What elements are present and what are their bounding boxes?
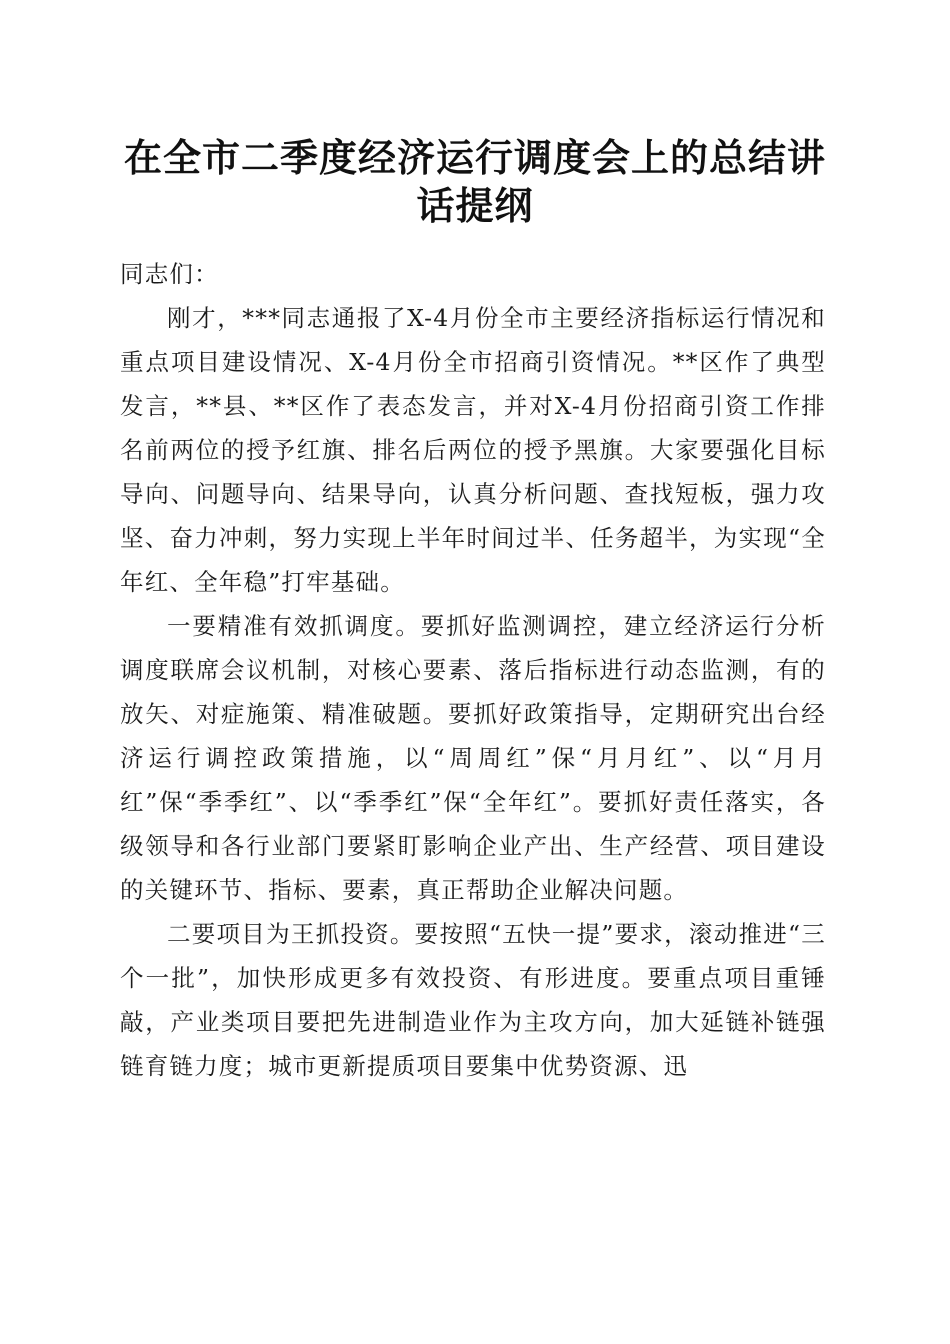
document-title: 在全市二季度经济运行调度会上的总结讲话提纲 [123,135,826,228]
salutation: 同志们： [120,260,219,288]
paragraph-point-one: 一要精准有效抓调度。要抓好监测调控，建立经济运行分析调度联席会议机制，对核心要素、落后指标进行动态监测，有的放矢、对症施策、精准破题。要抓好政策指导，定期研究出台经济运行调控政策措施，以“周周红”保“月月红”、以“月月红”保“季季红”、以“季季红”保“全年红”。要抓好责任落实，各级领导和各行业部门要紧盯影响企业产出、生产经营、项目建设的关键环节、指标、要素，真正帮助企业解决问题。 [120,612,826,904]
paragraph-intro: 刚才，***同志通报了X-4月份全市主要经济指标运行情况和重点项目建设情况、X-4月份全市招商引资情况。**区作了典型发言，**县、**区作了表态发言，并对X-4月份招商引资工作排名前两位的授予红旗、排名后两位的授予黑旗。大家要强化目标导向、问题导向、结果导向，认真分析问题、查找短板，强力攻坚、奋力冲刺，努力实现上半年时间过半、任务超半，为实现“全年红、全年稳”打牢基础。 [120,304,826,596]
document-body [120,252,826,1088]
paragraph-point-two: 二要项目为王抓投资。要按照“五快一提”要求，滚动推进“三个一批”，加快形成更多有效投资、有形进度。要重点项目重锤敲，产业类项目要把先进制造业作为主攻方向，加大延链补链强链育链力度；城市更新提质项目要集中优势资源、迅 [120,920,826,1080]
